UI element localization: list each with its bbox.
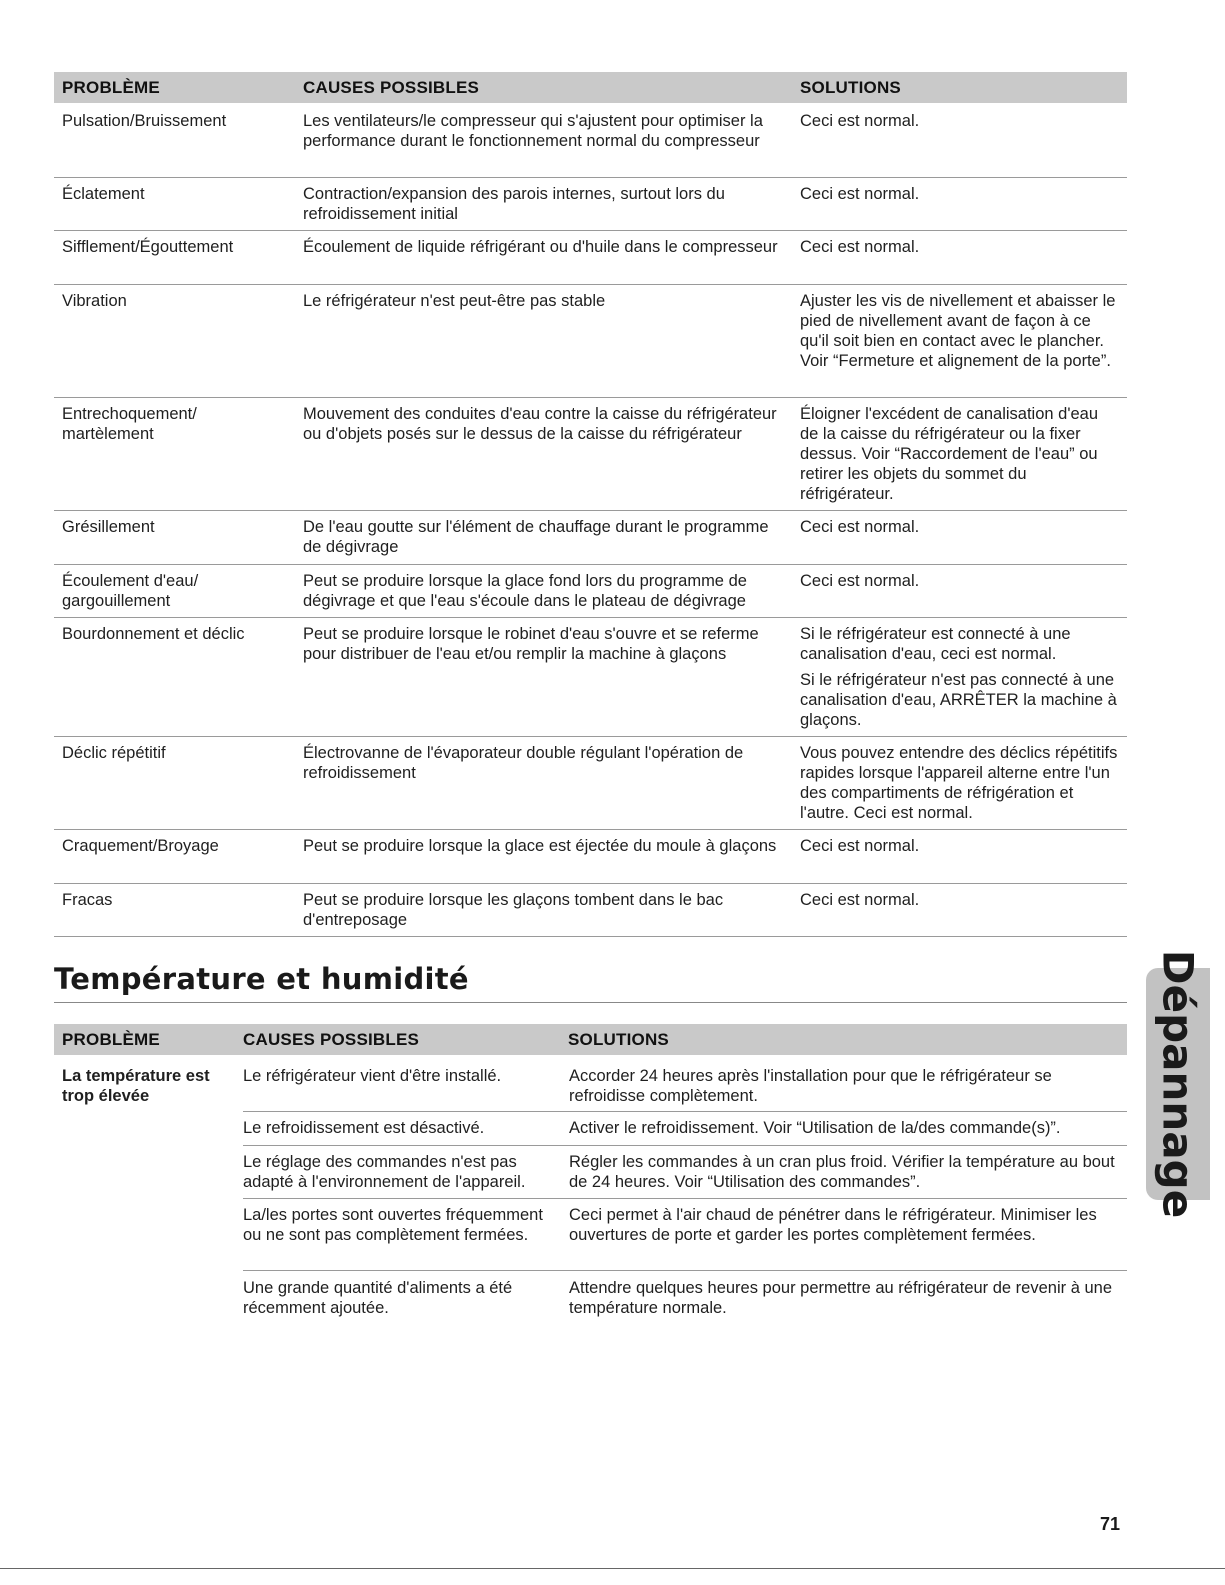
t1-problem: Pulsation/Bruissement — [62, 112, 227, 130]
row-separator — [243, 1111, 1127, 1112]
t1-solution: Éloigner l'excédent de canalisation d'eau de la caisse du réfrigérateur ou la fixer dessus. Voir “Raccordement de l'eau” ou retirer les objets du sommet du réfrigérateur. — [800, 405, 1099, 503]
t1-problem: Écoulement d'eau/ gargouillement — [62, 572, 199, 610]
t1-solution: Ceci est normal. — [800, 837, 920, 855]
t1-cause: Électrovanne de l'évaporateur double régulant l'opération de refroidissement — [303, 744, 744, 782]
row-separator — [54, 397, 1127, 398]
t1-problem: Fracas — [62, 891, 113, 909]
row-separator — [54, 177, 1127, 178]
t1-cause: De l'eau goutte sur l'élément de chauffage durant le programme de dégivrage — [303, 518, 769, 556]
t1-cause: Mouvement des conduites d'eau contre la caisse du réfrigérateur ou d'objets posés sur le dessus de la caisse du réfrigérateur — [303, 405, 777, 443]
t1-problem: Craquement/Broyage — [62, 837, 219, 855]
t1-cause: Contraction/expansion des parois internes, surtout lors du refroidissement initial — [303, 185, 725, 223]
t2-cause: Le réglage des commandes n'est pas adapté à l'environnement de l'appareil. — [243, 1153, 526, 1191]
t2-problem: La température est trop élevée — [62, 1067, 210, 1105]
t1-cause: Le réfrigérateur n'est peut-être pas stable — [303, 292, 606, 310]
t1-problem: Grésillement — [62, 518, 155, 536]
t1-cause: Peut se produire lorsque les glaçons tombent dans le bac d'entreposage — [303, 891, 724, 929]
t1-solution: Ceci est normal. — [800, 518, 920, 536]
t1-solution: Ajuster les vis de nivellement et abaisser le pied de nivellement avant de façon à ce qu'il soit bien en contact avec le plancher. Voir “Fermeture et alignement de la porte”. — [800, 292, 1116, 370]
row-separator — [54, 564, 1127, 565]
t1-solution: Ceci est normal. — [800, 185, 920, 203]
t1-cause: Peut se produire lorsque le robinet d'eau s'ouvre et se referme pour distribuer de l'eau et/ou remplir la machine à glaçons — [303, 625, 759, 663]
t2-solution: Activer le refroidissement. Voir “Utilisation de la/des commande(s)”. — [569, 1119, 1061, 1137]
title-rule — [54, 1002, 1127, 1003]
t1-problem: Vibration — [62, 292, 127, 310]
col-header-solutions: SOLUTIONS — [800, 78, 901, 97]
t1-problem: Déclic répétitif — [62, 744, 166, 762]
table1-header — [54, 72, 1127, 103]
t1-solution-2: Si le réfrigérateur n'est pas connecté à une canalisation d'eau, ARRÊTER la machine à glaçons. — [800, 671, 1117, 729]
t1-cause: Les ventilateurs/le compresseur qui s'ajustent pour optimiser la performance durant le fonctionnement normal du compresseur — [303, 112, 763, 150]
row-separator — [54, 936, 1127, 937]
bottom-rule — [0, 1568, 1225, 1569]
row-separator — [243, 1198, 1127, 1199]
col-header-problem: PROBLÈME — [62, 1030, 160, 1049]
t2-solution: Attendre quelques heures pour permettre au réfrigérateur de revenir à une température normale. — [569, 1279, 1112, 1317]
t1-cause: Peut se produire lorsque la glace fond lors du programme de dégivrage et que l'eau s'écoule dans le plateau de dégivrage — [303, 572, 747, 610]
t1-solution: Ceci est normal. — [800, 891, 920, 909]
t2-cause: Le refroidissement est désactivé. — [243, 1119, 485, 1137]
t1-cause: Écoulement de liquide réfrigérant ou d'huile dans le compresseur — [303, 238, 778, 256]
t1-problem: Sifflement/Égouttement — [62, 238, 234, 256]
row-separator — [54, 617, 1127, 618]
col-header-problem: PROBLÈME — [62, 78, 160, 97]
section-side-tab — [1146, 949, 1210, 1219]
row-separator — [54, 510, 1127, 511]
row-separator — [54, 829, 1127, 830]
row-separator — [243, 1270, 1127, 1271]
t2-solution: Ceci permet à l'air chaud de pénétrer dans le réfrigérateur. Minimiser les ouvertures de porte et garder les portes complètement fermées. — [569, 1206, 1097, 1244]
table2-header — [54, 1024, 1127, 1055]
page-number: 71 — [1100, 1514, 1121, 1534]
side-tab-label: Dépannage — [1153, 949, 1203, 1219]
t2-cause: Une grande quantité d'aliments a été récemment ajoutée. — [243, 1279, 513, 1317]
t1-solution-cell — [800, 624, 1120, 730]
t1-solution: Ceci est normal. — [800, 112, 920, 130]
t1-cause: Peut se produire lorsque la glace est éjectée du moule à glaçons — [303, 837, 777, 855]
col-header-causes: CAUSES POSSIBLES — [243, 1030, 420, 1049]
t2-solution: Accorder 24 heures après l'installation pour que le réfrigérateur se refroidisse complètement. — [569, 1067, 1052, 1105]
col-header-causes: CAUSES POSSIBLES — [303, 78, 480, 97]
row-separator — [54, 736, 1127, 737]
row-separator — [54, 284, 1127, 285]
row-separator — [54, 230, 1127, 231]
section-title: Température et humidité — [54, 962, 469, 996]
col-header-solutions: SOLUTIONS — [568, 1030, 669, 1049]
t1-solution: Ceci est normal. — [800, 572, 920, 590]
t1-solution: Ceci est normal. — [800, 238, 920, 256]
t1-solution: Vous pouvez entendre des déclics répétitifs rapides lorsque l'appareil alterne entre l'un des compartiments de réfrigération et l'autre. Ceci est normal. — [800, 744, 1118, 822]
t2-solution: Régler les commandes à un cran plus froid. Vérifier la température au bout de 24 heures. Voir “Utilisation des commandes”. — [569, 1153, 1115, 1191]
t1-problem: Bourdonnement et déclic — [62, 625, 245, 643]
t1-problem: Éclatement — [62, 185, 145, 203]
t1-solution: Si le réfrigérateur est connecté à une canalisation d'eau, ceci est normal. — [800, 625, 1071, 663]
t2-cause: La/les portes sont ouvertes fréquemment ou ne sont pas complètement fermées. — [243, 1206, 543, 1244]
t1-problem: Entrechoquement/ martèlement — [62, 405, 197, 443]
row-separator — [243, 1145, 1127, 1146]
t2-cause: Le réfrigérateur vient d'être installé. — [243, 1067, 502, 1085]
row-separator — [54, 883, 1127, 884]
